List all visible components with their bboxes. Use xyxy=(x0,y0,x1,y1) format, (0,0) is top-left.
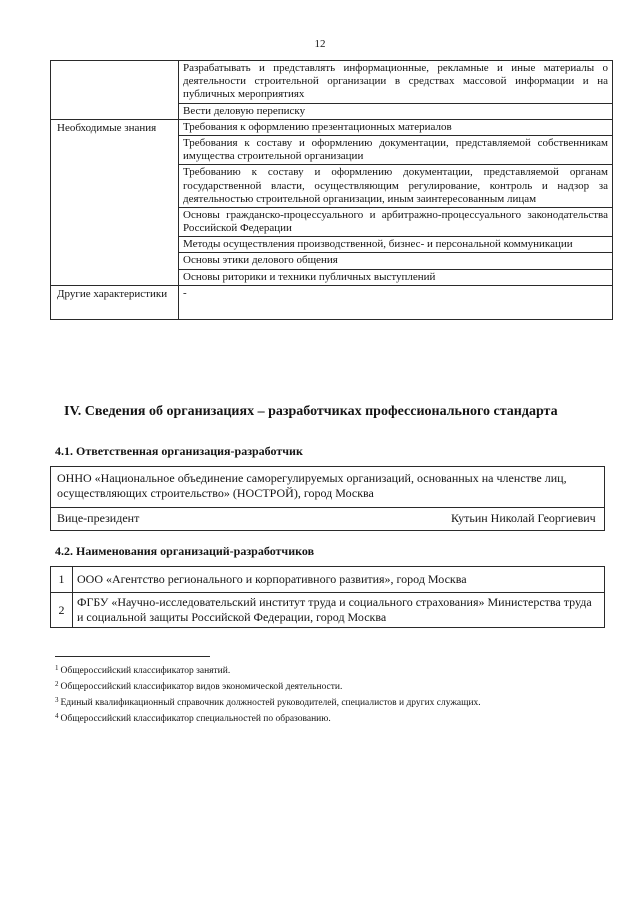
table-cell: Требованию к составу и оформлению документации, представляемой органам государственной власти, осуществляющим регулирование, контроль и надзор за деятельностью строительной организации, иным заинтересованным лицам xyxy=(179,165,613,208)
table-cell: Требования к оформлению презентационных материалов xyxy=(179,119,613,135)
footnote xyxy=(55,662,615,678)
section-title: IV. Сведения об организациях – разработчиках профессионального стандарта xyxy=(64,404,558,419)
footnote-mark: 4 xyxy=(55,712,59,720)
responsible-org-name: ОННО «Национальное объединение саморегулируемых организаций, основанных на членстве лиц, осуществляющих строительство» (НОСТРОЙ), город Москва xyxy=(57,471,567,500)
page-number: 12 xyxy=(314,38,326,50)
table-row xyxy=(51,61,613,104)
table-row xyxy=(51,119,613,135)
row-number: 1 xyxy=(51,567,73,593)
divider xyxy=(51,507,604,508)
table-cell: Основы гражданско-процессуального и арбитражно-процессуального законодательства Российской Федерации xyxy=(179,207,613,236)
footnote xyxy=(55,694,615,710)
knowledge-label: Необходимые знания xyxy=(51,119,179,285)
table-cell: Разрабатывать и представлять информационные, рекламные и иные материалы о деятельности строительной организации в средствах массовой информации и на публичных мероприятиях xyxy=(179,61,613,104)
table-cell: Методы осуществления производственной, бизнес- и персональной коммуникации xyxy=(179,237,613,253)
footnote-text: Общероссийский классификатор видов экономической деятельности. xyxy=(60,682,343,692)
table-row xyxy=(51,567,605,593)
responsible-org-box xyxy=(50,466,605,531)
other-label: Другие характеристики xyxy=(51,285,179,319)
responsible-heading: 4.1. Ответственная организация-разработчик xyxy=(55,444,303,458)
qualification-table xyxy=(50,60,613,320)
table-cell: Вести деловую переписку xyxy=(179,103,613,119)
responsible-position: Вице-президент xyxy=(57,511,140,525)
footnote-text: Общероссийский классификатор занятий. xyxy=(60,666,231,676)
footnote-mark: 3 xyxy=(55,696,59,704)
empty-label-cell xyxy=(51,61,179,120)
footnote-mark: 2 xyxy=(55,680,59,688)
table-row xyxy=(51,593,605,628)
developer-name: ООО «Агентство регионального и корпоративного развития», город Москва xyxy=(73,567,605,593)
table-row xyxy=(51,285,613,319)
footnote-separator xyxy=(55,656,210,657)
footnote-text: Единый квалификационный справочник должностей руководителей, специалистов и других служащих. xyxy=(60,698,481,708)
responsible-person: Кутьин Николай Георгиевич xyxy=(451,511,596,525)
table-cell: Основы риторики и техники публичных выступлений xyxy=(179,269,613,285)
table-cell: Основы этики делового общения xyxy=(179,253,613,269)
footnotes xyxy=(55,662,615,726)
developers-heading: 4.2. Наименования организаций-разработчиков xyxy=(55,544,315,558)
footnote xyxy=(55,678,615,694)
table-cell: Требования к составу и оформлению документации, представляемой собственникам имущества строительной организации xyxy=(179,135,613,164)
table-cell: - xyxy=(179,285,613,319)
footnote xyxy=(55,710,615,726)
developer-name: ФГБУ «Научно-исследовательский институт труда и социального страхования» Министерства труда и социальной защиты Российской Федерации, город Москва xyxy=(73,593,605,628)
footnote-mark: 1 xyxy=(55,664,59,672)
footnote-text: Общероссийский классификатор специальностей по образованию. xyxy=(60,714,331,724)
developers-table xyxy=(50,566,605,628)
row-number: 2 xyxy=(51,593,73,628)
